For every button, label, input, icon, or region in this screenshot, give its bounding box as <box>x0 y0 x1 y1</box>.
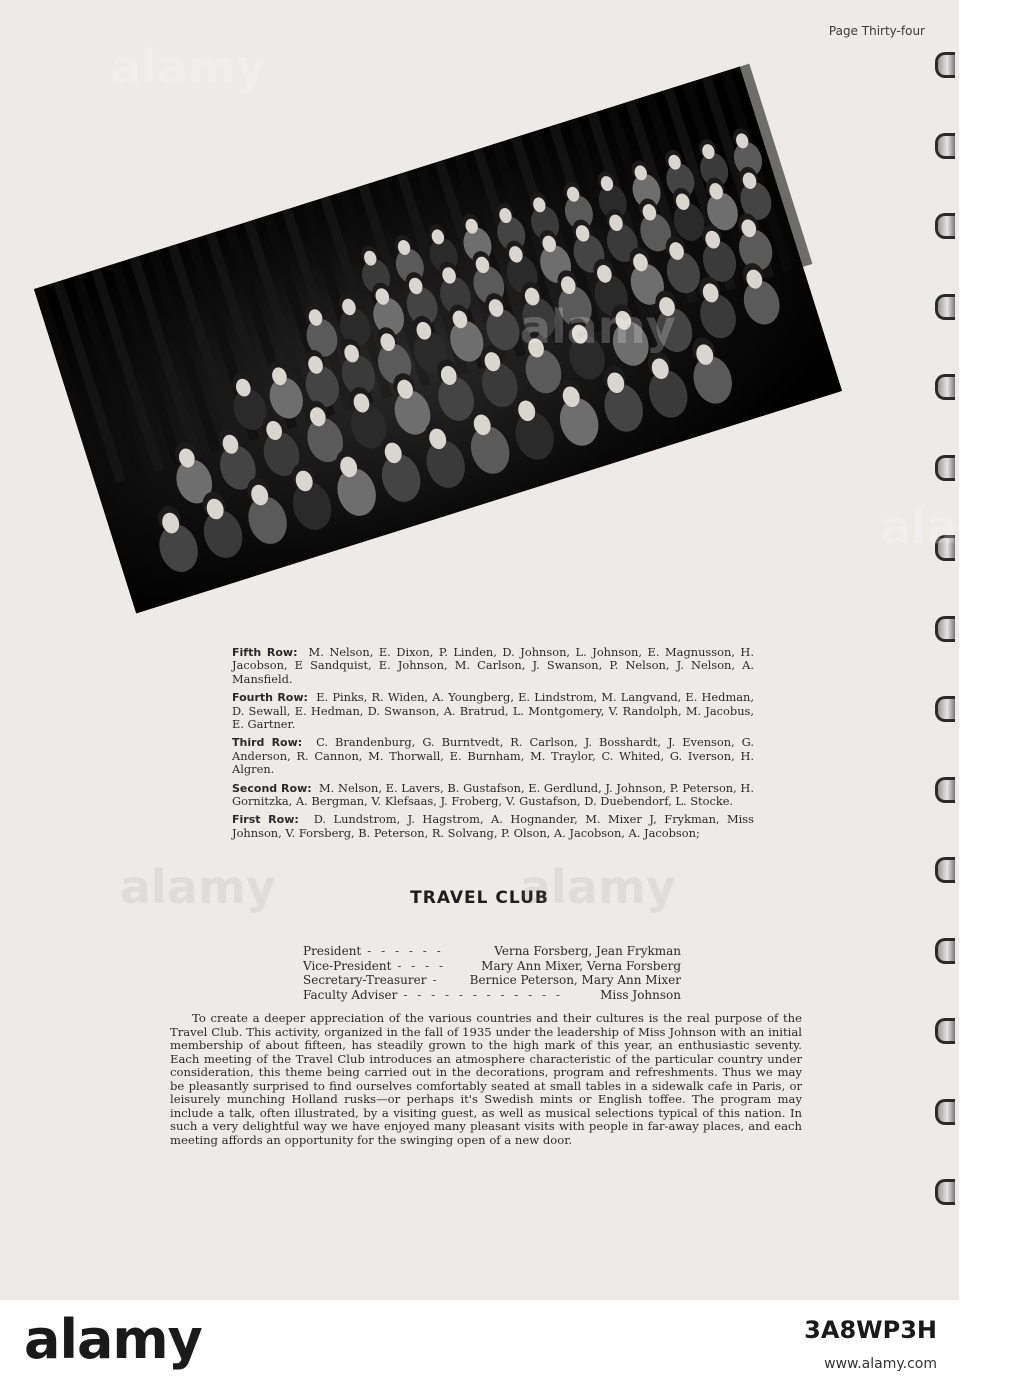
row-label: Third Row: <box>232 736 303 750</box>
officer-name: Verna Forsberg, Jean Frykman <box>494 944 681 958</box>
binding-ring <box>935 616 955 642</box>
binding-ring <box>935 938 955 964</box>
officer-leader: - - - - <box>397 958 447 973</box>
officer-secretary-treasurer <box>303 973 681 988</box>
binding-ring <box>935 1179 955 1205</box>
officer-role: President <box>303 944 362 958</box>
club-description: To create a deeper appreciation of the various countries and their cultures is the real purpose of the Travel Club. This activity, organized in the fall of 1935 under the leadership of Miss Johnson with an initial membership of about fifteen, has steadily grown to the high mark of this year, an enthusiastic seventy. Each meeting of the Travel Club introduces an atmosphere characteristic of the particular country under consideration, this theme being carried out in the decorations, program and refreshments. Thus we may be pleasantly surprised to find ourselves comfortably seated at small tables in a sidewalk cafe in Paris, or leisurely munching Holland rusks—or perhaps it's Swedish mints or English toffee. The program may include a talk, often illustrated, by a visiting guest, as well as musical selections typical of this nation. In such a very delightful way we have enjoyed many pleasant visits with people in far-away places, and each meeting affords an opportunity for the swinging open of a new door. <box>170 1011 802 1147</box>
binding-ring <box>935 374 955 400</box>
officer-name: Mary Ann Mixer, Verna Forsberg <box>481 958 681 973</box>
row-label: Second Row: <box>232 781 312 795</box>
binding-ring <box>935 777 955 803</box>
caption-row-fifth <box>232 646 754 686</box>
binding-ring <box>935 1099 955 1125</box>
officer-name: Bernice Peterson, Mary Ann Mixer <box>469 973 681 987</box>
spiral-binding <box>919 0 959 1300</box>
binding-ring <box>935 133 955 159</box>
banner-url: www.alamy.com <box>824 1356 937 1372</box>
watermark: alamy <box>110 40 266 94</box>
binding-ring <box>935 294 955 320</box>
binding-ring <box>935 1018 955 1044</box>
officer-leader: - <box>432 973 440 987</box>
officer-vice-president <box>303 959 681 974</box>
photo-caption <box>232 646 754 845</box>
club-title: TRAVEL CLUB <box>410 888 549 908</box>
binding-ring <box>935 857 955 883</box>
watermark: alamy <box>520 860 676 914</box>
watermark: alamy <box>120 860 276 914</box>
row-names: C. Brandenburg, G. Burntvedt, R. Carlson, J. Bosshardt, J. Evenson, G. Anderson, R. Cannon, M. Thorwall, E. Burnham, M. Traylor, C. Whited, G. Iverson, H. Algren. <box>232 735 754 777</box>
officer-president <box>303 944 681 959</box>
row-label: Fourth Row: <box>232 691 308 705</box>
officer-name: Miss Johnson <box>600 987 681 1002</box>
binding-ring <box>935 213 955 239</box>
officer-leader: - - - - - - - - - - - - <box>403 987 563 1002</box>
officer-leader: - - - - - - <box>367 944 444 958</box>
binding-ring <box>935 455 955 481</box>
alamy-logo: alamy <box>24 1308 202 1371</box>
group-photo <box>34 67 842 614</box>
row-names: M. Nelson, E. Lavers, B. Gustafson, E. Gerdlund, J. Johnson, P. Peterson, H. Gornitzka, A. Bergman, V. Klefsaas, J. Froberg, V. Gustafson, D. Duebendorf, L. Stocke. <box>232 780 754 809</box>
caption-row-fourth <box>232 691 754 731</box>
watermark: alamy <box>880 500 1036 554</box>
stock-banner <box>0 1300 959 1390</box>
watermark: alamy <box>520 300 676 354</box>
binding-ring <box>935 535 955 561</box>
row-label: Fifth Row: <box>232 646 298 659</box>
binding-ring <box>935 696 955 722</box>
group-photo-image <box>34 67 842 614</box>
caption-row-first <box>232 813 754 840</box>
page-number: Page Thirty-four <box>828 24 925 38</box>
row-names: D. Lundstrom, J. Hagstrom, A. Hognander, M. Mixer J, Frykman, Miss Johnson, V. Forsberg, B. Peterson, R. Solvang, P. Olson, A. Jacobson, A. Jacobson; <box>232 812 754 840</box>
binding-ring <box>935 52 955 78</box>
officer-role: Secretary-Treasurer <box>303 973 427 987</box>
officers-list <box>303 944 681 1002</box>
caption-row-second <box>232 782 754 809</box>
row-names: M. Nelson, E. Dixon, P. Linden, D. Johnson, L. Johnson, E. Magnusson, H. Jacobson, E Sandquist, E. Johnson, M. Carlson, J. Swanson, P. Nelson, J. Nelson, A. Mansfield. <box>232 645 754 686</box>
officer-role: Vice-President <box>303 958 392 973</box>
caption-row-third <box>232 736 754 776</box>
officer-faculty-adviser <box>303 988 681 1003</box>
officer-role: Faculty Adviser <box>303 987 398 1002</box>
image-id: 3A8WP3H <box>804 1316 937 1344</box>
row-label: First Row: <box>232 813 299 827</box>
row-names: E. Pinks, R. Widen, A. Youngberg, E. Lindstrom, M. Langvand, E. Hedman, D. Sewall, E. Hedman, D. Swanson, A. Bratrud, L. Montgomery, V. Randolph, M. Jacobus, E. Gartner. <box>232 690 755 732</box>
